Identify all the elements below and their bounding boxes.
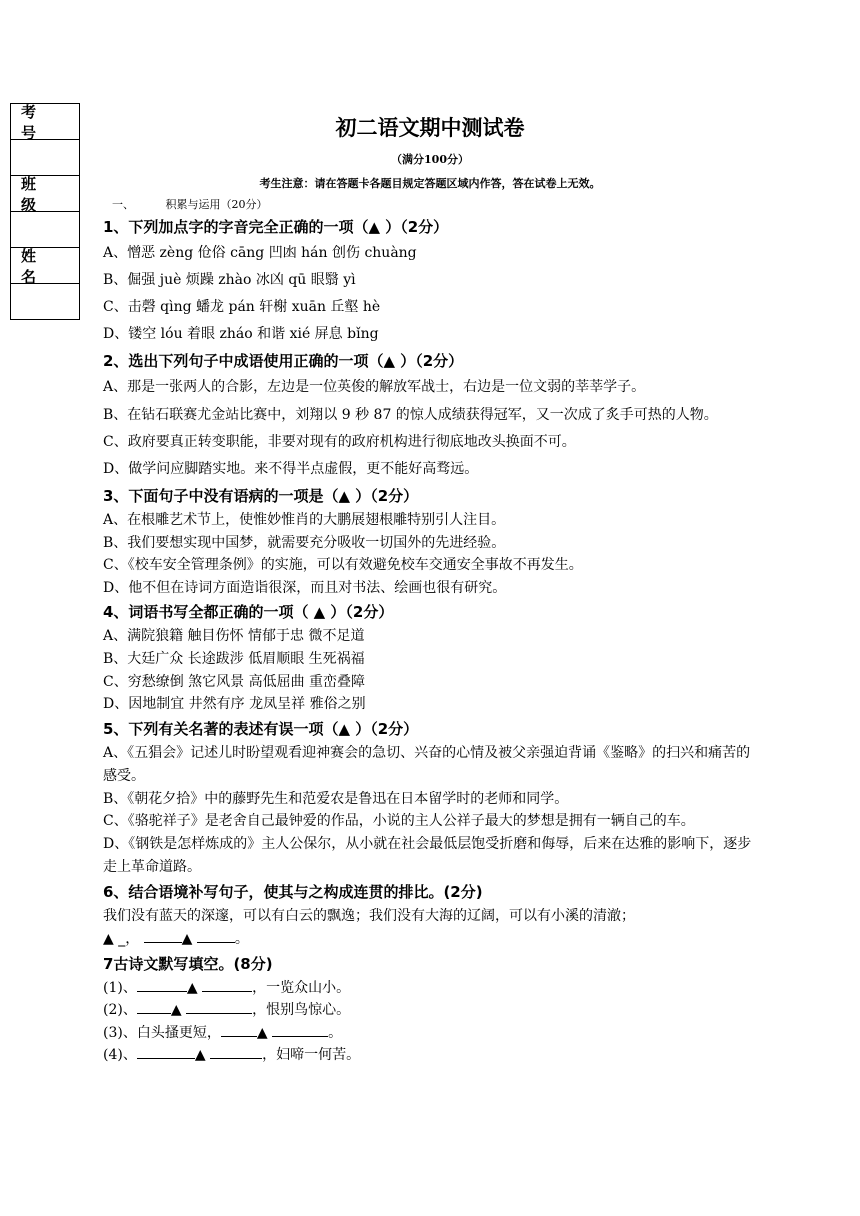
class-label: 班 级 xyxy=(11,176,79,212)
question-2-option-d: D、做学问应脚踏实地。来不得半点虚假，更不能好高骛远。 xyxy=(103,461,479,477)
question-4-stem: 4、词语书写全都正确的一项（ ▲ ）（2分） xyxy=(103,603,394,622)
question-2-stem: 2、选出下列句子中成语使用正确的一项（▲ ）（2分） xyxy=(103,352,464,370)
poem-item-2 xyxy=(103,999,763,1022)
poem-item-4-post: ，妇啼一何苦。 xyxy=(262,1047,361,1064)
section-number: 一、 xyxy=(112,198,134,211)
poem-item-4-pre: (4)、 xyxy=(103,1047,137,1064)
question-5-option-a: A、《五猖会》记述儿时盼望观看迎神赛会的急切、兴奋的心情及被父亲强迫背诵《鉴略》的扫兴和痛苦的感受。 xyxy=(103,744,751,784)
section-heading xyxy=(112,196,268,212)
poem-item-3-mark: ▲ xyxy=(256,1024,268,1041)
poem-blank-3b[interactable] xyxy=(272,1024,328,1037)
answer-blank-1[interactable] xyxy=(144,930,182,943)
exam-content xyxy=(103,214,763,1067)
question-6-answer-line[interactable] xyxy=(103,928,763,951)
question-3-option-d: D、他不但在诗词方面造诣很深，而且对书法、绘画也很有研究。 xyxy=(103,579,507,596)
poem-item-3 xyxy=(103,1022,763,1045)
poem-item-2-mark: ▲ xyxy=(170,1002,182,1019)
question-5-option-c: C、《骆驼祥子》是老舍自己最钟爱的作品，小说的主人公祥子最大的梦想是拥有一辆自己的车。 xyxy=(103,813,695,830)
poem-blank-2a[interactable] xyxy=(137,1001,171,1014)
poem-item-2-pre: (2)、 xyxy=(103,1002,137,1019)
poem-blank-3a[interactable] xyxy=(221,1024,257,1037)
question-5-stem: 5、下列有关名著的表述有误一项（▲ ）（2分） xyxy=(103,719,419,738)
question-3-option-a: A、在根雕艺术节上，使惟妙惟肖的大鹏展翅根雕特别引人注目。 xyxy=(103,512,506,528)
poem-blank-4b[interactable] xyxy=(210,1046,262,1059)
poem-item-3-pre: (3)、白头搔更短， xyxy=(103,1024,221,1041)
class-field[interactable] xyxy=(11,212,79,248)
full-score: （满分100分） xyxy=(391,153,469,166)
question-3-option-c: C、《校车安全管理条例》的实施，可以有效避免校车交通安全事故不再发生。 xyxy=(103,557,583,574)
question-1-stem: 1、下列加点字的字音完全正确的一项（▲ ）（2分） xyxy=(103,218,449,236)
question-6-text: 我们没有蓝天的深邃，可以有白云的飘逸；我们没有大海的辽阔，可以有小溪的清澈； xyxy=(103,908,635,925)
question-1-option-b: B、倔强 juè 烦躁 zhào 冰凶 qū 眼翳 yì xyxy=(103,272,356,288)
question-2-option-c: C、政府要真正转变职能，非要对现有的政府机构进行彻底地改头换面不可。 xyxy=(103,434,576,450)
question-2-option-a: A、那是一张两人的合影，左边是一位英俊的解放军战士，右边是一位文弱的莘莘学子。 xyxy=(103,379,646,395)
poem-item-4 xyxy=(103,1044,763,1067)
poem-blank-4a[interactable] xyxy=(137,1046,195,1059)
poem-item-2-post: ，恨别鸟惊心。 xyxy=(252,1002,351,1019)
question-4-option-a: A、满院狼籍 触目伤怀 情郁于忠 微不足道 xyxy=(103,628,365,645)
question-1-option-d: D、镂空 lóu 着眼 zháo 和谐 xié 屏息 bǐng xyxy=(103,326,379,342)
question-1-option-a: A、憎恶 zèng 伧俗 cāng 凹凼 hán 创伤 chuàng xyxy=(103,245,417,261)
question-4-option-c: C、穷愁缭倒 煞它风景 高低屈曲 重峦叠障 xyxy=(103,673,366,690)
poem-item-1-post: ，一览众山小。 xyxy=(252,979,351,996)
answer-blank-2[interactable] xyxy=(197,930,235,943)
question-5-option-b: B、《朝花夕拾》中的藤野先生和范爱农是鲁迅在日本留学时的老师和同学。 xyxy=(103,790,569,807)
question-4-option-d: D、因地制宜 井然有序 龙凤呈祥 雅俗之别 xyxy=(103,696,366,713)
poem-blank-2b[interactable] xyxy=(186,1001,252,1014)
section-label: 积累与运用（20分） xyxy=(165,198,268,211)
poem-item-1-mark: ▲ xyxy=(186,979,198,996)
question-5-option-d: D、《钢铁是怎样炼成的》主人公保尔，从小就在社会最低层饱受折磨和侮辱，后来在达雅的影响下，逐步走上革命道路。 xyxy=(103,836,752,876)
poem-blank-1a[interactable] xyxy=(137,979,187,992)
question-6-stem: 6、结合语境补写句子，使其与之构成连贯的排比。(2分) xyxy=(103,883,483,902)
exam-notice: 考生注意：请在答题卡各题目规定答题区域内作答，答在试卷上无效。 xyxy=(259,177,601,190)
answer-mark-b: ▲ xyxy=(181,930,193,947)
name-field[interactable] xyxy=(11,284,79,320)
exam-number-label: 考 号 xyxy=(11,104,79,140)
poem-item-1 xyxy=(103,977,763,1000)
poem-blank-1b[interactable] xyxy=(202,979,252,992)
question-2-option-b: B、在钻石联赛尤金站比赛中，刘翔以 9 秒 87 的惊人成绩获得冠军，又一次成了炙手可热的人物。 xyxy=(103,407,718,423)
question-3-stem: 3、下面句子中没有语病的一项是（▲ ）（2分） xyxy=(103,487,419,505)
name-label: 姓 名 xyxy=(11,248,79,284)
page-title: 初二语文期中测试卷 xyxy=(335,116,525,140)
question-3-option-b: B、我们要想实现中国梦，就需要充分吸收一切国外的先进经验。 xyxy=(103,534,506,551)
question-4-option-b: B、大廷广众 长途跋涉 低眉顺眼 生死祸福 xyxy=(103,650,365,667)
poem-item-1-pre: (1)、 xyxy=(103,979,137,996)
poem-item-4-mark: ▲ xyxy=(194,1047,206,1064)
answer-mark-a: ▲ _， xyxy=(103,930,140,947)
question-1-option-c: C、击磬 qìng 蟠龙 pán 轩榭 xuān 丘壑 hè xyxy=(103,299,381,315)
poem-item-3-post: 。 xyxy=(328,1024,343,1041)
question-7-stem: 7古诗文默写填空。(8分) xyxy=(103,954,273,973)
answer-end: 。 xyxy=(234,930,249,947)
